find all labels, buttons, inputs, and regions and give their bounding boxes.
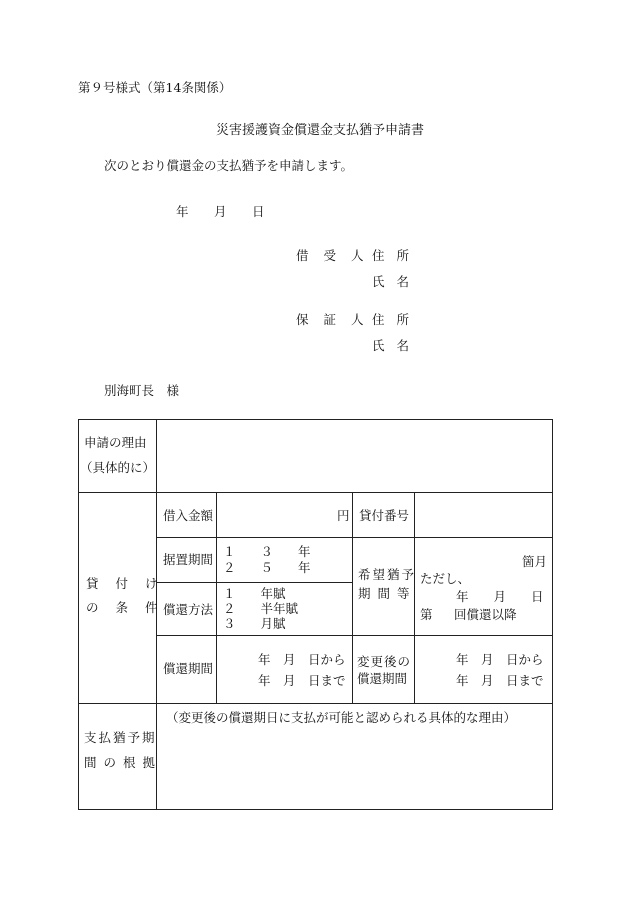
- loan-number-label: 貸付番号: [359, 508, 410, 523]
- document-title: 災害援護資金償還金支払猶予申請書: [216, 123, 425, 138]
- changed-to: 年 月 日まで: [456, 673, 544, 688]
- changed-period-label: 変更後の: [357, 654, 412, 669]
- form-number: 第９号様式（第14条関係）: [78, 80, 232, 95]
- basis-input-area[interactable]: [158, 730, 550, 807]
- desired-proviso: ただし、: [420, 571, 471, 586]
- loan-amount-label: 借入金額: [163, 508, 214, 523]
- basis-label-sub: 間の根拠: [84, 755, 163, 770]
- desired-deferment-label-sub: 期間等: [358, 586, 417, 601]
- changed-from: 年 月 日から: [456, 652, 544, 667]
- deferment-option[interactable]: １ ３ 年: [223, 544, 311, 559]
- desired-months-unit: 箇月: [522, 554, 548, 569]
- desired-deferment-label: 希望猶予: [358, 567, 417, 582]
- reason-label: 申請の理由: [84, 435, 147, 450]
- borrower-name-label: 氏名: [372, 274, 422, 289]
- addressee: 別海町長 様: [104, 383, 180, 398]
- borrower-address-label: 住所: [372, 248, 422, 263]
- changed-period-label-sub: 償還期間: [357, 671, 408, 686]
- repayment-period-label: 償還期間: [163, 661, 214, 676]
- repayment-from: 年 月 日から: [258, 652, 346, 667]
- loan-number-field[interactable]: [416, 494, 550, 535]
- borrower-label: 借受人: [296, 248, 379, 263]
- date-month: 月: [214, 204, 227, 219]
- repayment-method-label: 償還方法: [163, 602, 214, 617]
- repayment-method-option[interactable]: ２ 半年賦: [223, 601, 299, 616]
- date-day: 日: [252, 204, 265, 219]
- loan-amount-unit: 円: [337, 508, 350, 523]
- reason-label-sub: （具体的に）: [80, 460, 156, 475]
- repayment-method-option[interactable]: ３ 月賦: [223, 616, 286, 631]
- date-year: 年: [176, 204, 189, 219]
- deferment-period-label: 据置期間: [163, 552, 214, 567]
- desired-installment-prefix: 第: [420, 607, 433, 622]
- basis-note: （変更後の償還期日に支払が可能と認められる具体的な理由）: [166, 710, 517, 725]
- guarantor-address-label: 住所: [372, 312, 422, 327]
- repayment-method-option[interactable]: １ 年賦: [223, 586, 286, 601]
- conditions-label: 貸付け: [86, 576, 175, 591]
- intro-text: 次のとおり償還金の支払猶予を申請します。: [104, 158, 354, 173]
- guarantor-label: 保証人: [296, 312, 379, 327]
- conditions-label-sub: の条件: [86, 600, 175, 615]
- basis-label: 支払猶予期: [84, 730, 157, 745]
- desired-date: 年 月 日: [456, 589, 544, 604]
- guarantor-name-label: 氏名: [372, 338, 422, 353]
- repayment-to: 年 月 日まで: [258, 673, 346, 688]
- reason-input-area[interactable]: [158, 421, 550, 490]
- deferment-option[interactable]: ２ ５ 年: [223, 560, 311, 575]
- desired-installment-suffix: 回償還以降: [454, 607, 517, 622]
